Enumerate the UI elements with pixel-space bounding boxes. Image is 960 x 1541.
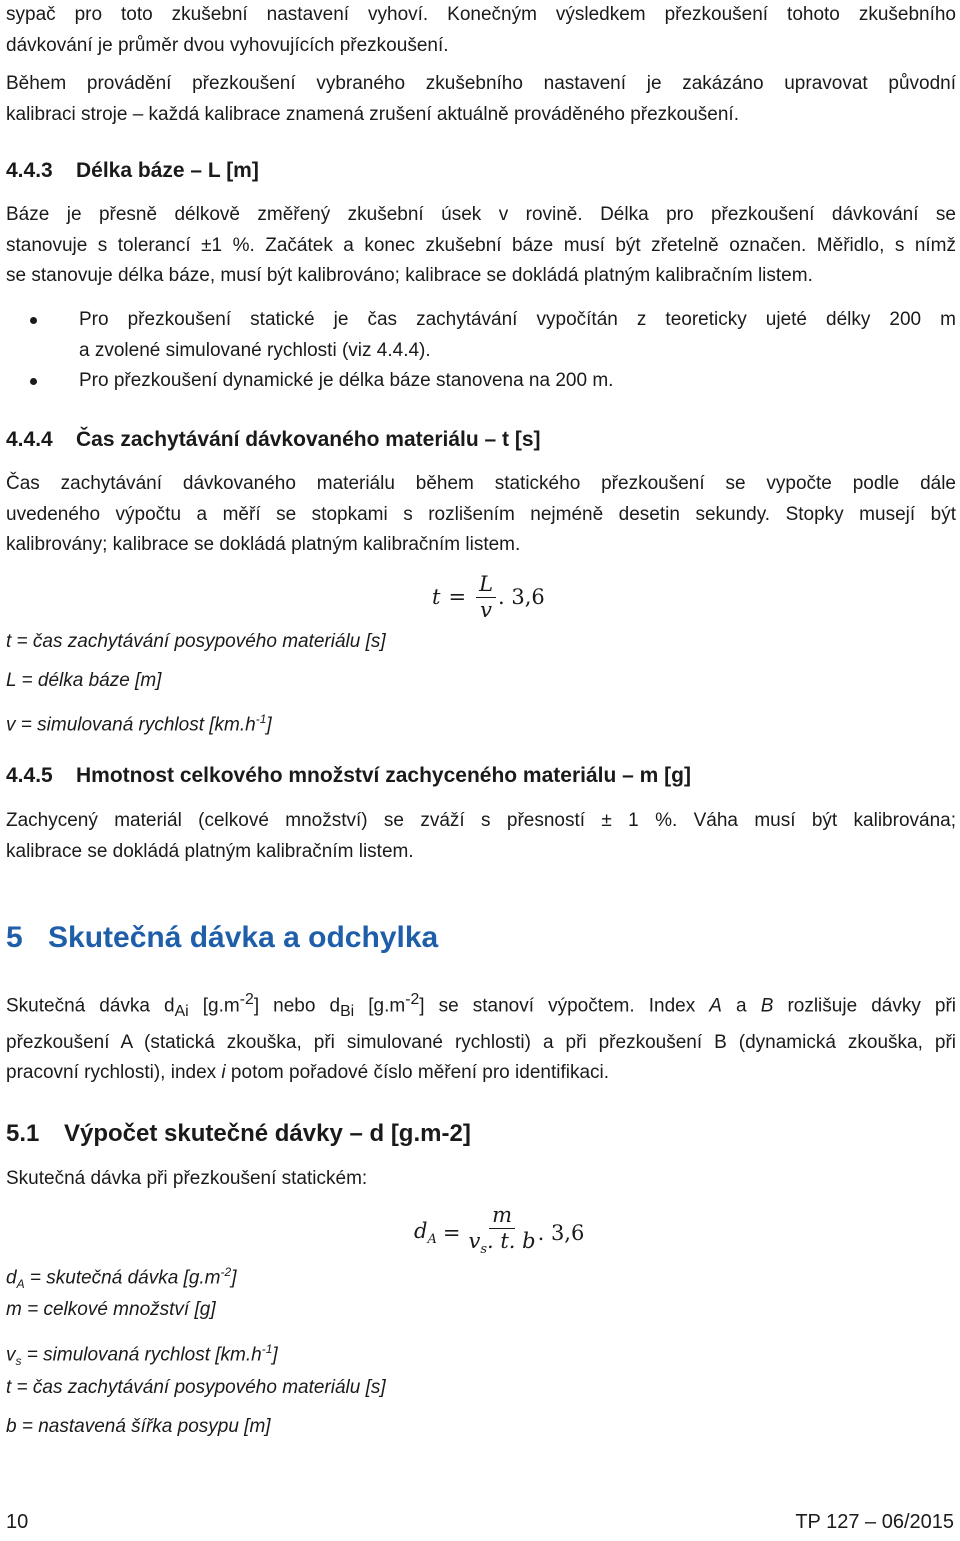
definition-text: v = simulovaná rychlost [km.h <box>6 714 256 736</box>
section-heading-5-1 <box>6 1117 956 1151</box>
bullet-list <box>6 305 956 397</box>
text-line: Pro přezkoušení statické je čas zachytávání vypočítán z teoreticky ujeté délky 200 m <box>79 309 956 330</box>
section-number: 4.4.5 <box>6 764 53 787</box>
formula-dose <box>414 1203 584 1262</box>
bullet-icon <box>30 378 37 385</box>
definition-m: m = celkové množství [g] <box>6 1299 216 1320</box>
section-title: Délka báze – L [m] <box>76 159 259 182</box>
bullet-icon <box>30 317 37 324</box>
definition-t: t = čas zachytávání posypového materiálu [s] <box>6 631 386 652</box>
chapter-number: 5 <box>6 921 23 954</box>
paragraph-4-4-5 <box>6 806 956 867</box>
formula-equals: = <box>442 1220 461 1245</box>
section-title: Hmotnost celkového množství zachyceného materiálu – m [g] <box>76 764 691 787</box>
definition-t2: t = čas zachytávání posypového materiálu [s] <box>6 1377 386 1398</box>
text-line: a zvolené simulované rychlosti (viz 4.4.4). <box>79 339 431 361</box>
formula-denominator: v <box>480 598 492 622</box>
text-line: Během provádění přezkoušení vybraného zkušebního nastavení je zakázáno upravovat původní <box>6 73 956 94</box>
formula-time <box>432 572 545 622</box>
superscript: -1 <box>255 712 267 726</box>
text-line: pracovní rychlosti), index i potom pořadové číslo měření pro identifikaci. <box>6 1062 610 1084</box>
text-line: kalibrovány; kalibrace se dokládá platným kalibračním listem. <box>6 534 521 555</box>
text-line: kalibrace se dokládá platným kalibračním listem. <box>6 840 414 862</box>
paragraph-4-4-3 <box>6 200 956 292</box>
page-number: 10 <box>6 1511 29 1533</box>
text-line: Báze je přesně délkově změřený zkušební úsek v rovině. Délka pro přezkoušení dávkování se <box>6 204 956 225</box>
intro-paragraph-2 <box>6 69 956 130</box>
section-number: 5.1 <box>6 1120 40 1147</box>
formula-lhs: t <box>432 585 441 609</box>
section-heading-4-4-5 <box>6 761 956 791</box>
text-line: kalibraci stroje – každá kalibrace znamená zrušení aktuálně prováděného přezkoušení. <box>6 103 739 125</box>
text-line: dávkování je průměr dvou vyhovujících přezkoušení. <box>6 34 449 56</box>
formula-numerator: m <box>489 1203 515 1229</box>
formula-lhs: $d_A$ <box>414 1218 437 1247</box>
section-heading-4-4-4 <box>6 425 956 455</box>
definition-text: ] <box>266 714 272 736</box>
section-number: 4.4.3 <box>6 159 53 182</box>
formula-factor: . 3,6 <box>498 585 545 609</box>
definition-b: b = nastavená šířka posypu [m] <box>6 1416 271 1437</box>
formula-factor: . 3,6 <box>537 1220 585 1245</box>
text-line: Pro přezkoušení dynamické je délka báze stanovena na 200 m. <box>79 370 614 391</box>
text-line: Skutečná dávka $d_{Ai}$ $[g.m^{-2}]$ nebo $d_{Bi}$ $[g.m^{-2}]$ se stanoví výpočtem. Index A a B rozlišuje dávky při <box>6 991 957 1021</box>
paragraph-5 <box>6 985 956 1089</box>
definition-vs: $v_s$ = simulovaná rychlost $[km.h^{-1}]$ <box>6 1342 278 1369</box>
text-line: Čas zachytávání dávkovaného materiálu během statického přezkoušení se vypočte podle dále <box>6 473 956 494</box>
page-footer <box>6 1511 956 1541</box>
section-number: 4.4.4 <box>6 428 53 451</box>
static-intro: Skutečná dávka při přezkoušení statickém: <box>6 1168 368 1189</box>
chapter-heading-5 <box>6 918 956 958</box>
text-line: sypač pro toto zkušební nastavení vyhoví. Konečným výsledkem přezkoušení tohoto zkušebního <box>6 4 956 25</box>
section-title: Výpočet skutečné dávky – d [g.m-2] <box>64 1120 471 1147</box>
definition-dA: $d_A$ = skutečná dávka $[g.m^{-2}]$ <box>6 1265 237 1292</box>
text-line: přezkoušení A (statická zkouška, při simulované rychlosti) a při přezkoušení B (dynamická zkouška, při <box>6 1031 956 1053</box>
document-code: TP 127 – 06/2015 <box>795 1511 954 1533</box>
text-line: Zachycený materiál (celkové množství) se zváží s přesností ± 1 %. Váha musí být kalibrována; <box>6 810 956 831</box>
formula-denominator: $v_s$. t. b <box>468 1229 536 1258</box>
section-heading-4-4-3 <box>6 156 956 186</box>
formula-fraction <box>476 572 496 622</box>
paragraph-4-4-4 <box>6 469 956 561</box>
formula-numerator: L <box>476 572 496 598</box>
chapter-title: Skutečná dávka a odchylka <box>48 921 439 954</box>
formula-fraction <box>468 1203 535 1262</box>
list-item <box>6 366 956 397</box>
list-item <box>6 305 956 366</box>
formula-equals: = <box>448 585 467 609</box>
text-line: uvedeného výpočtu a měří se stopkami s rozlišením nejméně desetin sekundy. Stopky musejí být <box>6 503 956 525</box>
text-line: stanovuje s tolerancí ±1 %. Začátek a konec zkušební báze musí být zřetelně označen. Měřidlo, s nímž <box>6 234 956 256</box>
intro-paragraph <box>6 0 956 61</box>
section-title: Čas zachytávání dávkovaného materiálu – t [s] <box>76 428 541 451</box>
definition-v <box>6 704 272 740</box>
definition-L: L = délka báze [m] <box>6 670 162 691</box>
text-line: se stanovuje délka báze, musí být kalibrováno; kalibrace se dokládá platným kalibračním listem. <box>6 265 813 286</box>
